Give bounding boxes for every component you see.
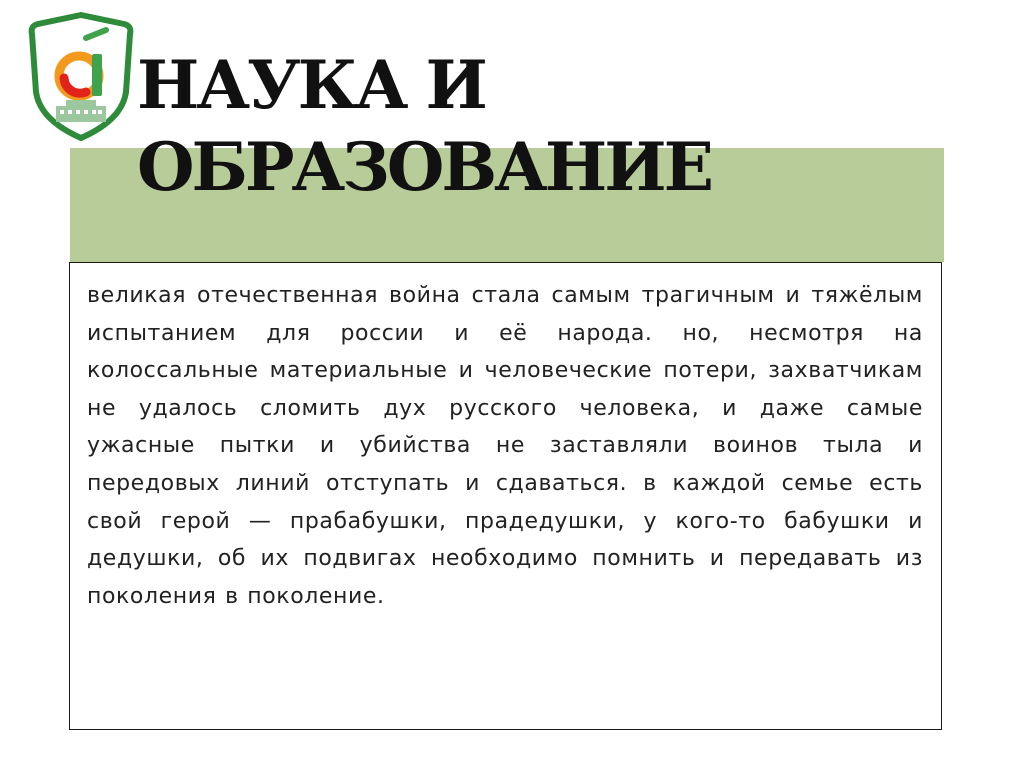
body-text-box [69, 262, 942, 730]
body-text: великая отечественная война стала самым трагичным и тяжёлым испытанием для россии и её народа. но, несмотря на колоссальные материальные и человеческие потери, захватчикам не удалось сломить дух русского человека, и даже самые ужасные пытки и убийства не заставляли воинов тыла и передовых линий отступать и сдаваться. в каждой семье есть свой герой — прабабушки, прадедушки, у кого-то бабушки и дедушки, об их подвигах необходимо помнить и передавать из поколения в поколение. [87, 283, 923, 609]
school-emblem-icon [26, 12, 136, 142]
title-line-2: ОБРАЗОВАНИЕ [137, 128, 711, 206]
title-line-1: НАУКА И [137, 46, 485, 124]
page-title [137, 44, 711, 208]
